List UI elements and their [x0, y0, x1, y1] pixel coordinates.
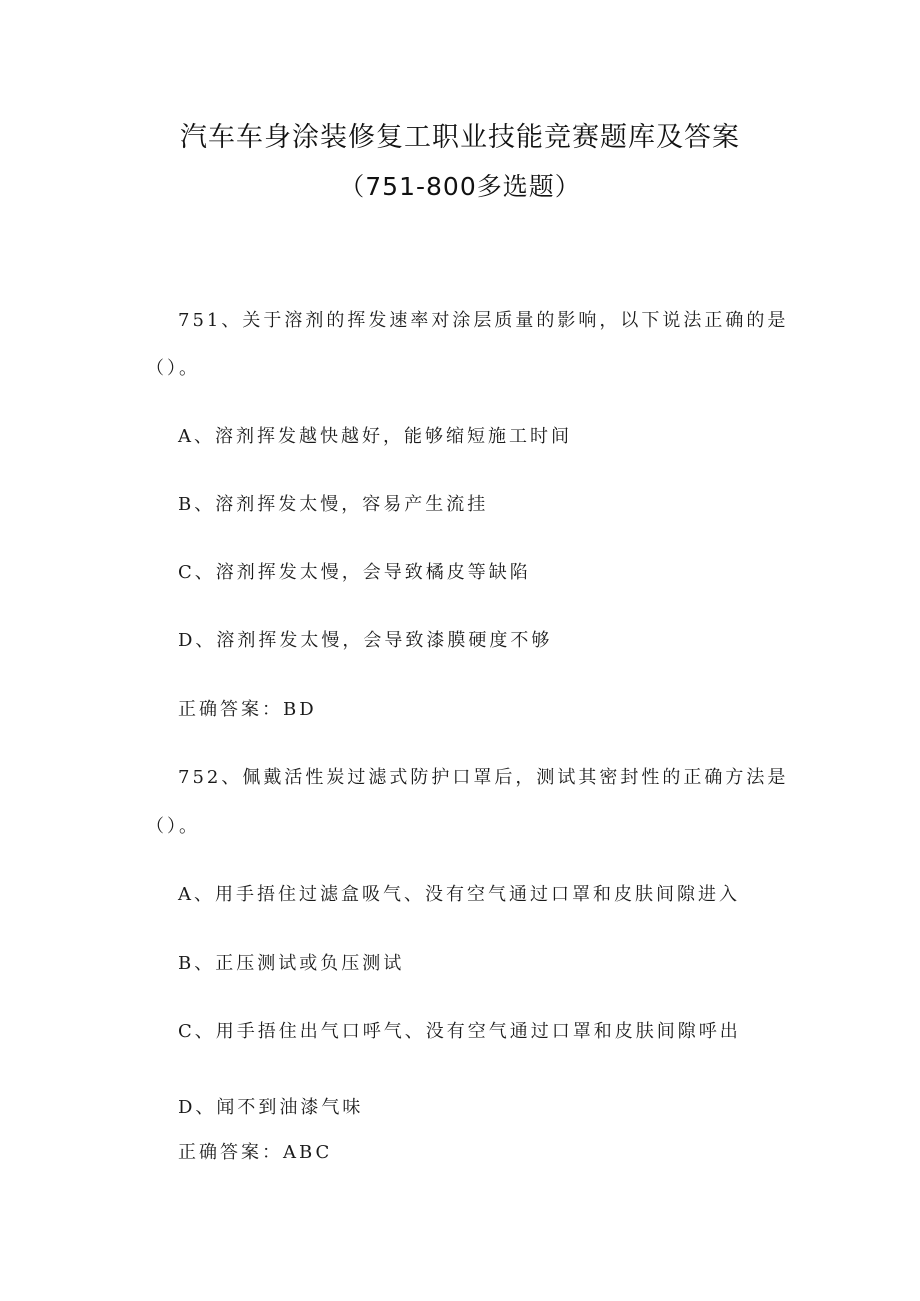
- question-stem: 752、佩戴活性炭过滤式防护口罩后，测试其密封性的正确方法是: [178, 767, 789, 788]
- correct-answer: 正确答案：BD: [178, 699, 317, 720]
- question-stem-continued: （）。: [146, 358, 200, 379]
- option-b: B、正压测试或负压测试: [178, 953, 405, 974]
- option-d: D、溶剂挥发太慢，会导致漆膜硬度不够: [178, 630, 553, 651]
- document-title: 汽车车身涂装修复工职业技能竞赛题库及答案: [180, 122, 740, 153]
- question-stem-continued: （）。: [146, 816, 200, 837]
- document-subtitle: （751-800多选题）: [339, 172, 581, 201]
- option-b: B、溶剂挥发太慢，容易产生流挂: [178, 494, 489, 515]
- question-stem: 751、关于溶剂的挥发速率对涂层质量的影响，以下说法正确的是: [178, 310, 789, 331]
- option-c: C、溶剂挥发太慢，会导致橘皮等缺陷: [178, 562, 531, 583]
- option-a: A、溶剂挥发越快越好，能够缩短施工时间: [178, 426, 572, 447]
- correct-answer: 正确答案：ABC: [178, 1142, 333, 1163]
- option-a: A、用手捂住过滤盒吸气、没有空气通过口罩和皮肤间隙进入: [178, 884, 740, 905]
- option-d: D、闻不到油漆气味: [178, 1097, 364, 1118]
- option-c: C、用手捂住出气口呼气、没有空气通过口罩和皮肤间隙呼出: [178, 1021, 741, 1042]
